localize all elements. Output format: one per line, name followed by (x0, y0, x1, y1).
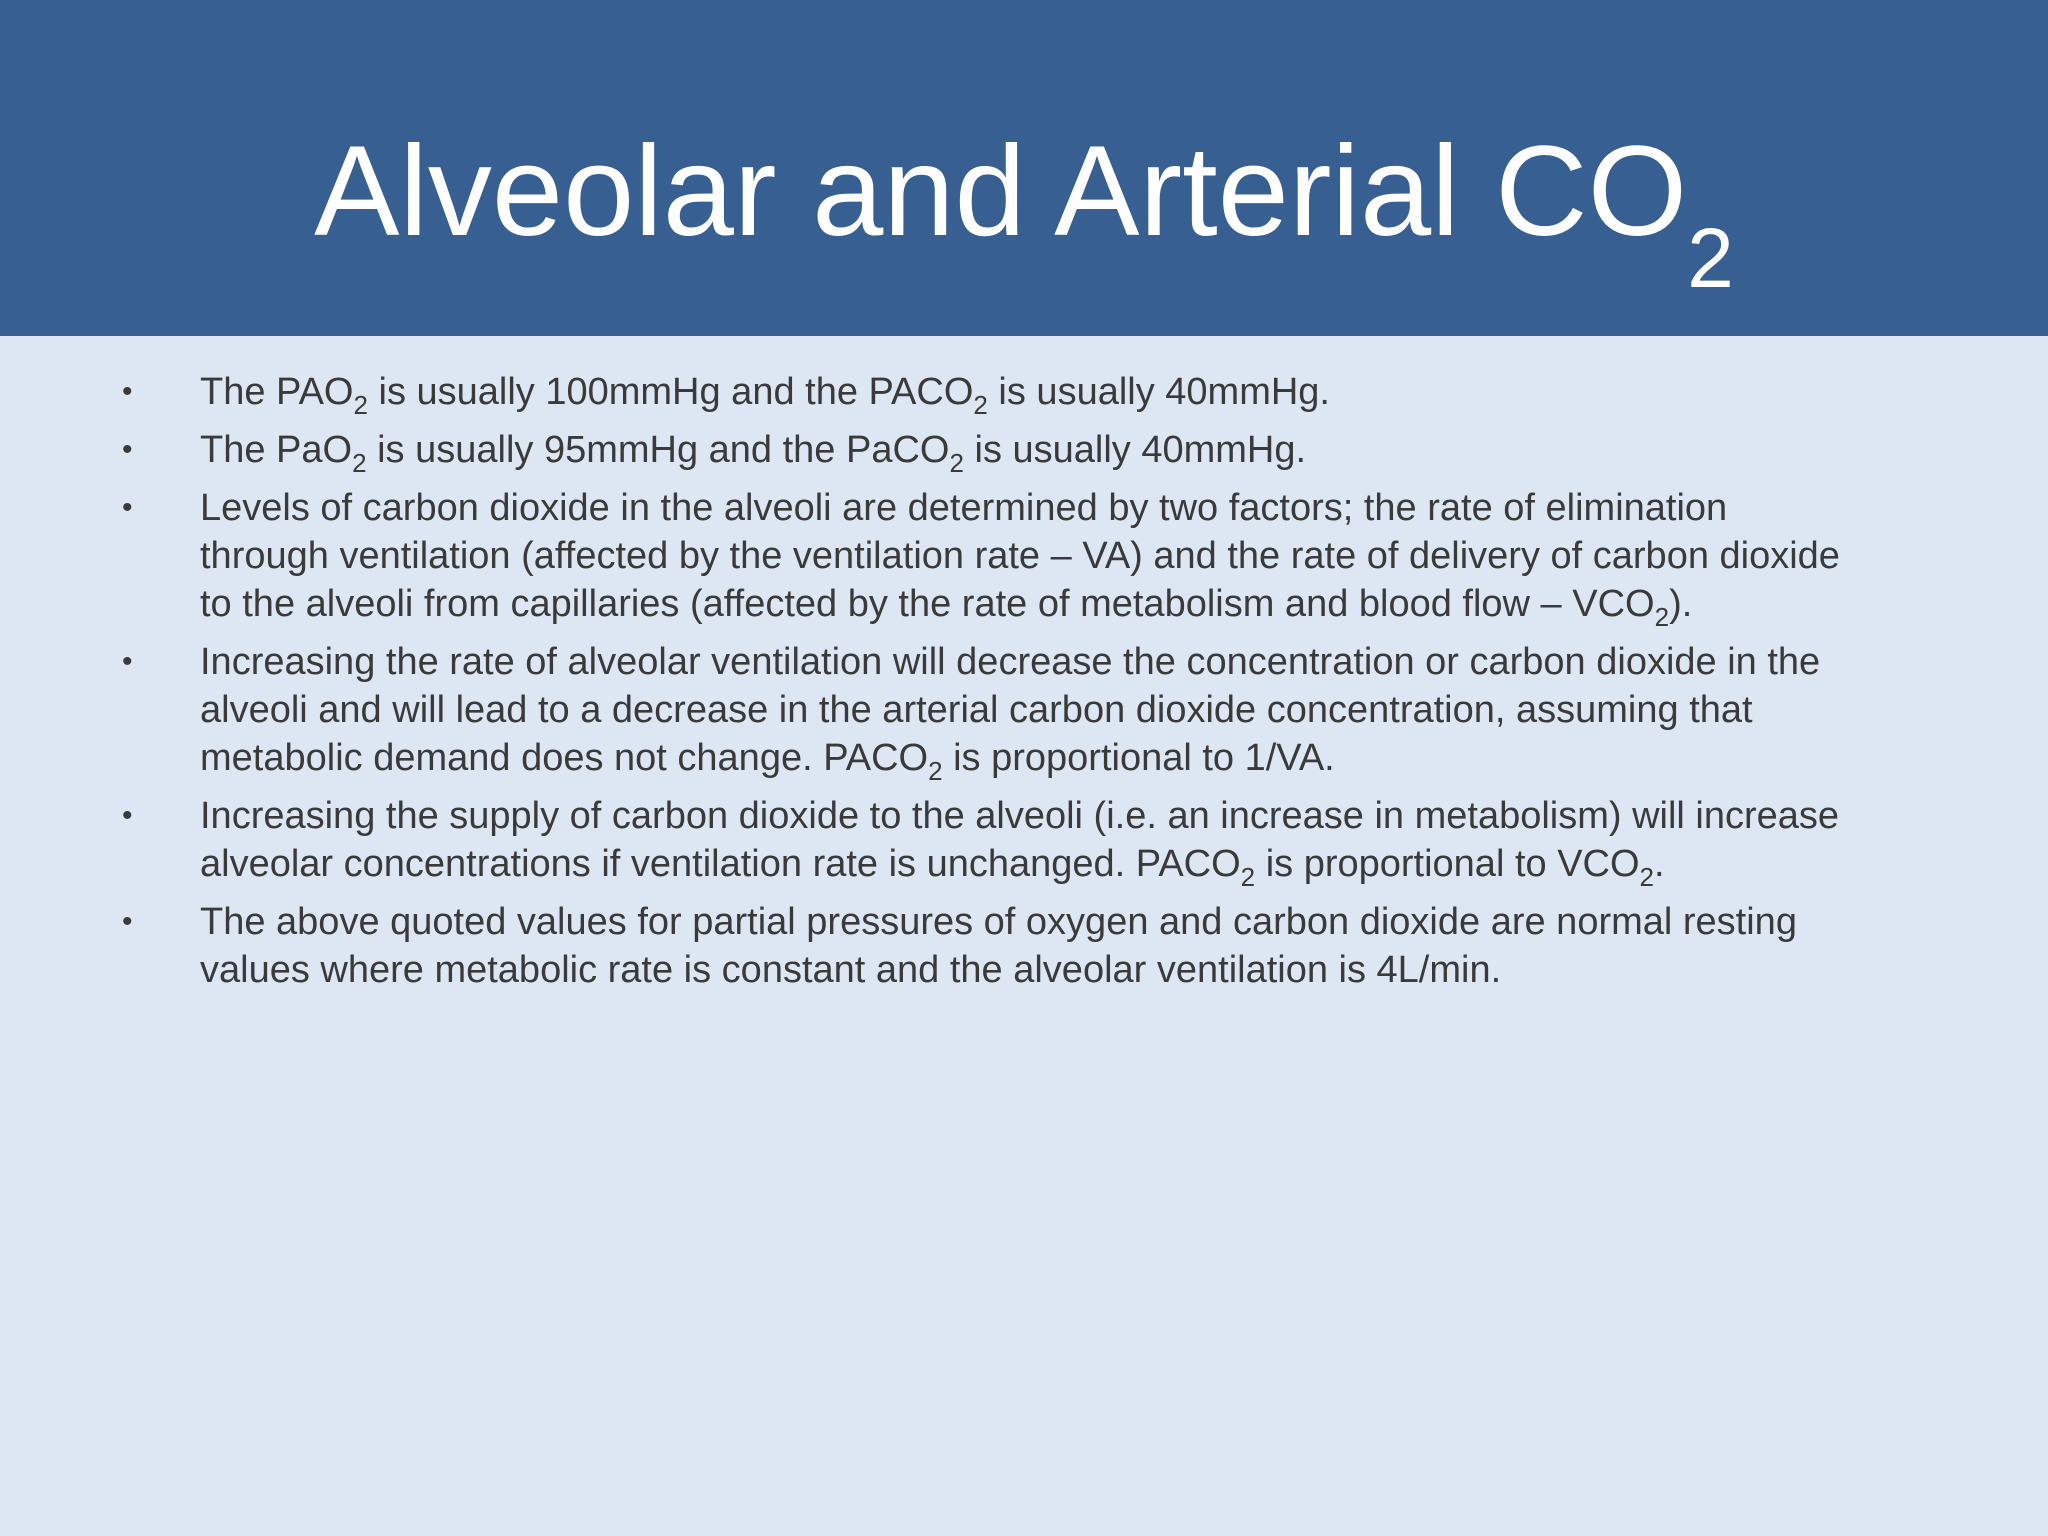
bullet-item (0, 426, 2048, 478)
bullet-text-line (200, 734, 1928, 786)
bullet-text-line (200, 946, 1928, 994)
bullet-marker: • (122, 433, 133, 466)
bullet-text-line (200, 898, 1928, 946)
bullet-text-line (200, 426, 1928, 478)
slide-title-main: Alveolar and Arterial CO (314, 120, 1688, 263)
bullet-text-line (200, 580, 1928, 632)
bullet-marker: • (122, 645, 133, 678)
slide-title (0, 120, 2048, 305)
subscript: 2 (949, 448, 964, 478)
bullet-text-line (200, 368, 1928, 420)
bullet-text-line (200, 792, 1928, 840)
subscript: 2 (1639, 862, 1655, 892)
bullet-marker: • (122, 799, 133, 832)
text-segment: through ventilation (affected by the ventilation rate – VA) and the rate of delivery of carbon dioxide (200, 535, 1840, 577)
bullet-item (0, 638, 2048, 786)
bullet-text-line (200, 484, 1928, 532)
bullet-item (0, 484, 2048, 632)
title-bar (0, 0, 2048, 336)
bullet-item (0, 792, 2048, 892)
text-segment: is usually 100mmHg and the PACO (367, 371, 974, 413)
bullet-list (0, 368, 2048, 1004)
subscript: 2 (1240, 862, 1256, 892)
text-segment: Levels of carbon dioxide in the alveoli are determined by two factors; the rate of elimination (200, 487, 1728, 529)
text-segment: values where metabolic rate is constant and the alveolar ventilation is 4L/min. (200, 949, 1502, 991)
text-segment: The PaO (200, 429, 353, 471)
subscript: 2 (928, 756, 943, 786)
text-segment: alveoli and will lead to a decrease in the arterial carbon dioxide concentration, assuming that (200, 689, 1753, 731)
text-segment: is usually 95mmHg and the PaCO (366, 429, 950, 471)
bullet-text-line (200, 532, 1928, 580)
text-segment: is usually 40mmHg. (987, 371, 1330, 413)
bullet-item (0, 368, 2048, 420)
bullet-text-line (200, 686, 1928, 734)
bullet-text-line (200, 638, 1928, 686)
text-segment: is usually 40mmHg. (963, 429, 1307, 471)
text-segment: to the alveoli from capillaries (affected by the rate of metabolism and blood flow – VCO (200, 583, 1655, 625)
text-segment: is proportional to VCO (1255, 843, 1640, 885)
text-segment: ). (1669, 583, 1693, 625)
bullet-marker: • (122, 491, 133, 524)
text-segment: is proportional to 1/VA. (942, 737, 1335, 779)
slide-title-subscript: 2 (1687, 211, 1734, 305)
subscript: 2 (352, 448, 367, 478)
text-segment: The PAO (200, 371, 354, 413)
subscript: 2 (973, 390, 988, 420)
text-segment: metabolic demand does not change. PACO (200, 737, 929, 779)
subscript: 2 (1654, 602, 1670, 632)
text-segment: The above quoted values for partial pressures of oxygen and carbon dioxide are normal resting (200, 901, 1797, 943)
text-segment: alveolar concentrations if ventilation rate is unchanged. PACO (200, 843, 1241, 885)
bullet-marker: • (122, 375, 133, 408)
subscript: 2 (353, 390, 368, 420)
bullet-item (0, 898, 2048, 994)
text-segment: Increasing the rate of alveolar ventilation will decrease the concentration or carbon dioxide in the (200, 641, 1821, 683)
bullet-marker: • (122, 905, 133, 938)
text-segment: Increasing the supply of carbon dioxide to the alveoli (i.e. an increase in metabolism) will increase (200, 795, 1840, 837)
bullet-text-line (200, 840, 1928, 892)
text-segment: . (1654, 843, 1665, 885)
